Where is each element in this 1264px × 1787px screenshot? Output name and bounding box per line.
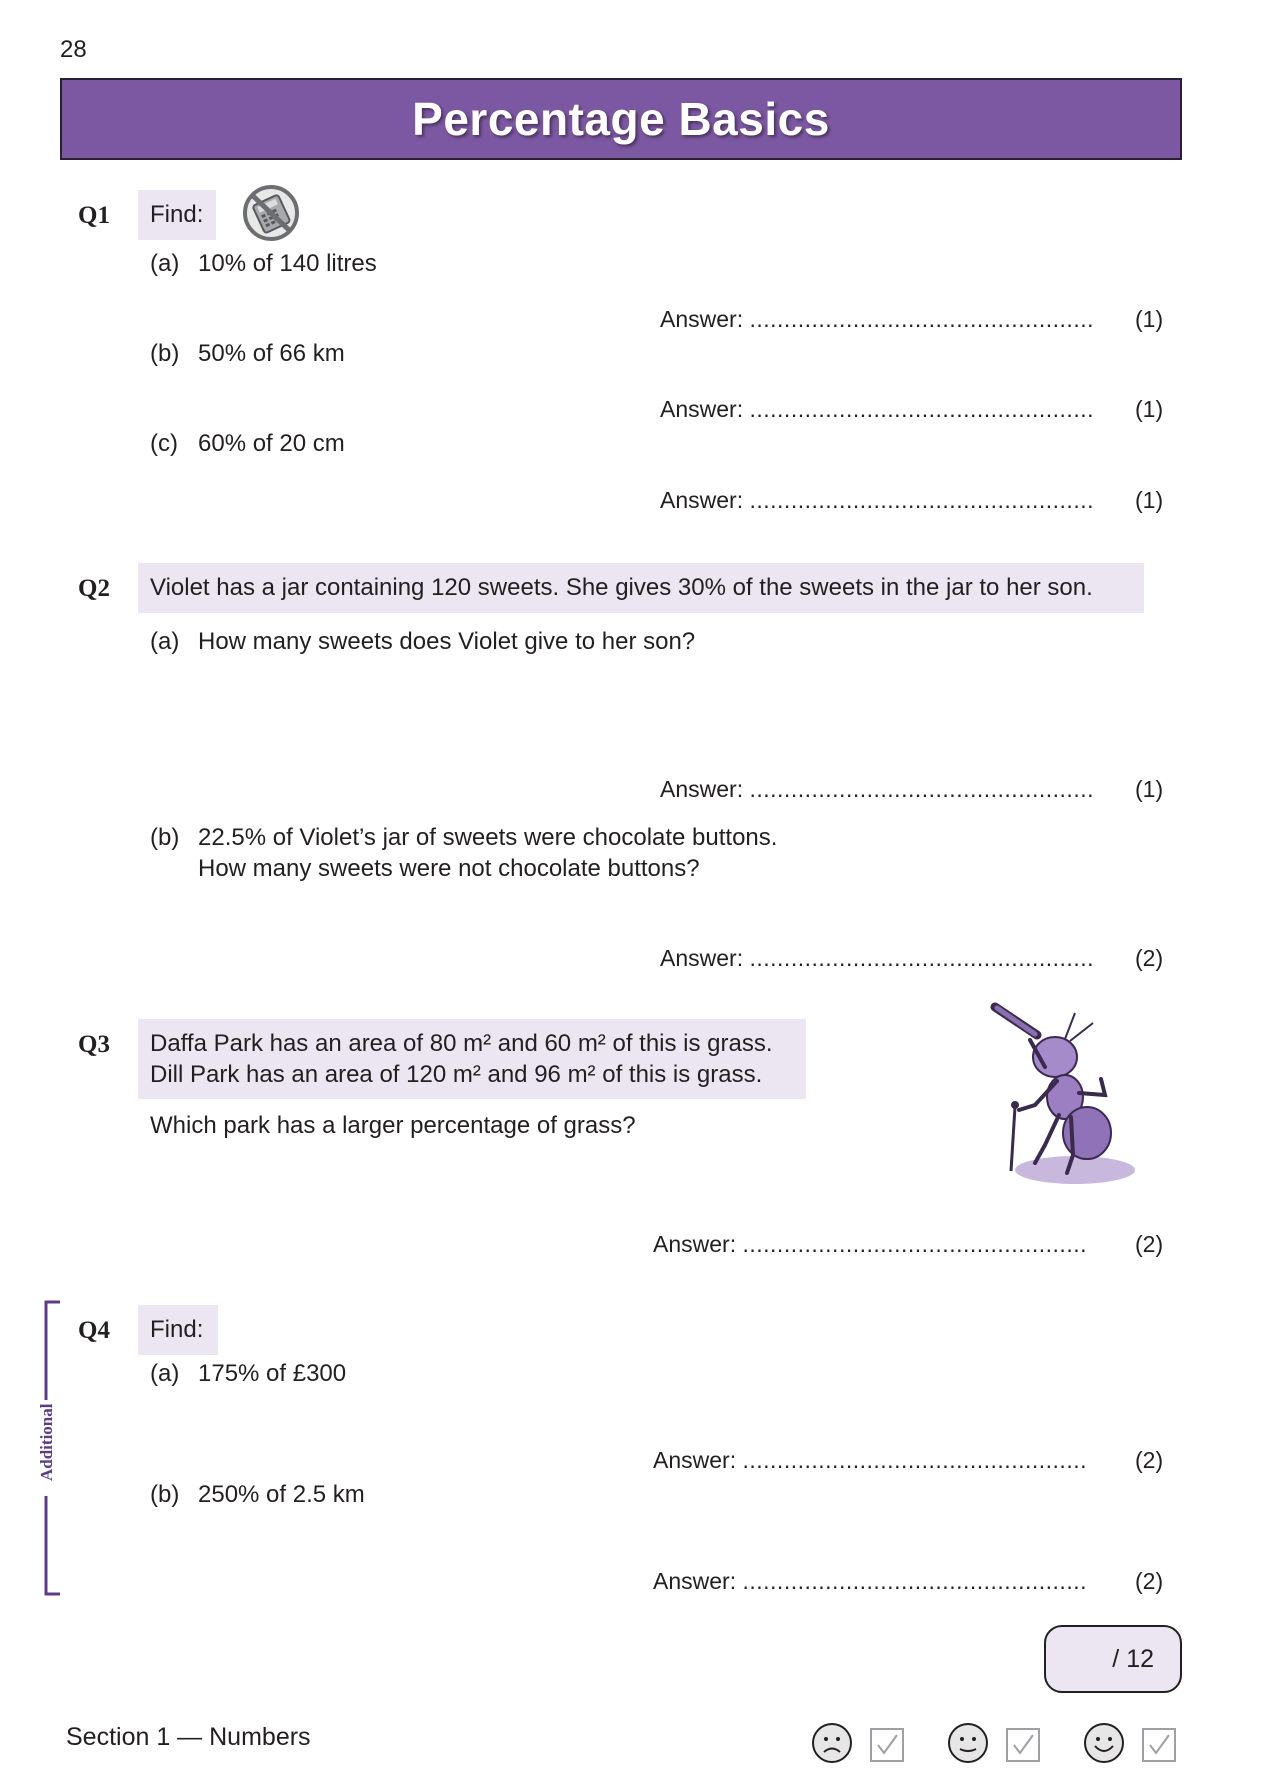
q4-part-a <box>150 1360 346 1388</box>
q1-part-c <box>150 430 345 458</box>
q2-prompt-box <box>138 563 1144 613</box>
q2-part-b <box>150 822 777 884</box>
q2-part-b-text: 22.5% of Violet’s jar of sweets were chocolate buttons. <box>198 824 778 851</box>
q4b-answer-line <box>653 1568 1087 1595</box>
q3-number: Q3 <box>78 1031 110 1058</box>
neutral-face-icon[interactable] <box>947 1722 989 1764</box>
answer-dots: .................................................. <box>742 1447 1087 1473</box>
answer-label: Answer: <box>653 1568 737 1594</box>
q2-part-a <box>150 628 695 656</box>
q1-number: Q1 <box>78 202 110 229</box>
q1-prompt-box <box>138 190 216 240</box>
no-calculator-icon <box>239 183 303 243</box>
page-title: Percentage Basics <box>412 93 830 145</box>
q1-part-a-text: 10% of 140 litres <box>198 250 377 277</box>
q1-part-c-label: (c) <box>150 430 178 457</box>
q1-part-a-label: (a) <box>150 250 180 277</box>
footer-section-label: Section 1 — Numbers <box>66 1723 311 1751</box>
q2-part-a-label: (a) <box>150 628 180 655</box>
q4-part-b-label: (b) <box>150 1481 180 1508</box>
answer-dots: .................................................. <box>749 396 1094 422</box>
q1b-answer-line <box>660 396 1094 423</box>
q1-part-c-text: 60% of 20 cm <box>198 430 345 457</box>
page-number: 28 <box>60 36 87 63</box>
q1c-marks: (1) <box>1135 487 1164 513</box>
answer-label: Answer: <box>660 945 744 971</box>
q4-part-a-label: (a) <box>150 1360 180 1387</box>
q3-line2: Dill Park has an area of 120 m² and 96 m² of this is grass. <box>150 1061 763 1088</box>
happy-face-icon[interactable] <box>1083 1722 1125 1764</box>
answer-dots: .................................................. <box>742 1231 1087 1257</box>
sad-face-icon[interactable] <box>811 1722 853 1764</box>
q4a-marks: (2) <box>1135 1447 1164 1473</box>
q1a-answer-line <box>660 306 1094 333</box>
q3-answer-line <box>653 1231 1087 1258</box>
score-total: / 12 <box>1112 1644 1154 1673</box>
title-bar <box>60 78 1182 160</box>
q2-part-b-text2: How many sweets were not chocolate buttons? <box>198 855 700 882</box>
q3-prompt-box <box>138 1019 806 1099</box>
q3-line1: Daffa Park has an area of 80 m² and 60 m² of this is grass. <box>150 1030 773 1057</box>
q2b-marks: (2) <box>1135 945 1164 971</box>
q1a-marks: (1) <box>1135 306 1164 332</box>
answer-dots: .................................................. <box>742 1568 1087 1594</box>
q4b-marks: (2) <box>1135 1568 1164 1594</box>
q2-part-a-text: How many sweets does Violet give to her son? <box>198 628 696 655</box>
ant-astronomer-illustration <box>975 995 1145 1195</box>
answer-label: Answer: <box>653 1231 737 1257</box>
q2a-marks: (1) <box>1135 776 1164 802</box>
answer-dots: .................................................. <box>749 945 1094 971</box>
q2b-answer-line <box>660 945 1094 972</box>
q4-number: Q4 <box>78 1317 110 1344</box>
q4-part-b <box>150 1481 365 1509</box>
q2a-answer-line <box>660 776 1094 803</box>
q4-part-a-text: 175% of £300 <box>198 1360 347 1387</box>
q4-prompt-box <box>138 1305 218 1355</box>
q1c-answer-line <box>660 487 1094 514</box>
answer-label: Answer: <box>653 1447 737 1473</box>
q1-prompt: Find: <box>150 201 204 228</box>
q4-part-b-text: 250% of 2.5 km <box>198 1481 365 1508</box>
answer-label: Answer: <box>660 306 744 332</box>
neutral-checkbox-icon[interactable] <box>1006 1728 1040 1762</box>
q4-prompt: Find: <box>150 1316 204 1343</box>
answer-dots: .................................................. <box>749 776 1094 802</box>
answer-label: Answer: <box>660 776 744 802</box>
answer-dots: .................................................. <box>749 487 1094 513</box>
q1-part-a <box>150 250 377 278</box>
q1-part-b <box>150 340 345 368</box>
sad-checkbox-icon[interactable] <box>870 1728 904 1762</box>
q3-marks: (2) <box>1135 1231 1164 1257</box>
answer-dots: .................................................. <box>749 306 1094 332</box>
answer-label: Answer: <box>660 396 744 422</box>
q2-part-b-label: (b) <box>150 824 180 851</box>
score-total-box <box>1044 1625 1182 1693</box>
q1-part-b-text: 50% of 66 km <box>198 340 345 367</box>
q2-number: Q2 <box>78 575 110 602</box>
answer-label: Answer: <box>660 487 744 513</box>
q1b-marks: (1) <box>1135 396 1164 422</box>
additional-label: Additional <box>37 1403 56 1481</box>
happy-checkbox-icon[interactable] <box>1142 1728 1176 1762</box>
q3-question: Which park has a larger percentage of grass? <box>150 1112 636 1139</box>
q4a-answer-line <box>653 1447 1087 1474</box>
q2-prompt: Violet has a jar containing 120 sweets. She gives 30% of the sweets in the jar to her son. <box>150 574 1093 601</box>
q1-part-b-label: (b) <box>150 340 180 367</box>
